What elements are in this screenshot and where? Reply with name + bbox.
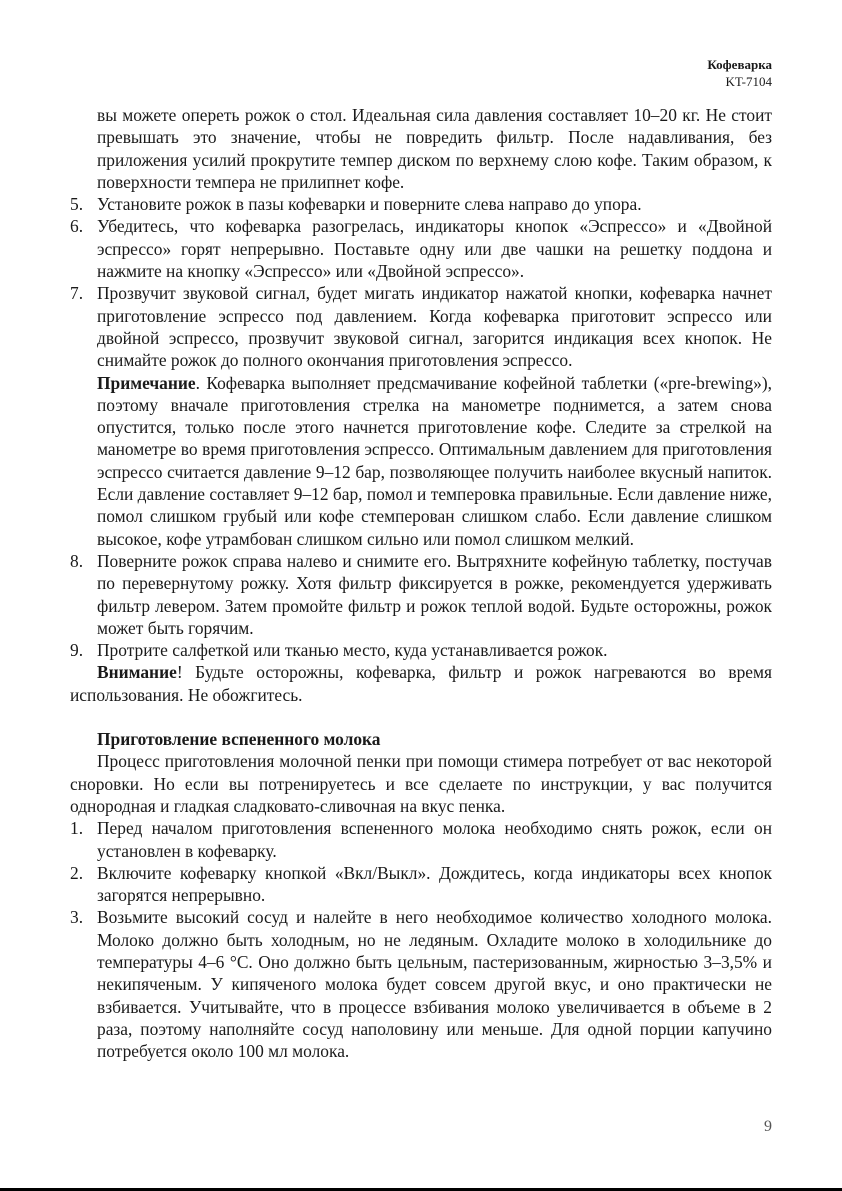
- continuation-paragraph: вы можете опереть рожок о стол. Идеальная сила давления составляет 10–20 кг. Не стоит превышать это значение, чтобы не повредить фильтр. После надавливания, без приложения усилий прокрутите темпер диском по верхнему слою кофе. Таким образом, к поверхности темпера не прилипнет кофе.: [97, 105, 772, 192]
- list-item-number: 9.: [70, 640, 84, 661]
- note-text: . Кофеварка выполняет предсмачивание кофейной таблетки («pre-brewing»), поэтому вначале приготовления стрелка на манометре поднимется, а затем снова опустится, только после этого начнется приготовление кофе. Следите за стрелкой на манометре во время приготовления эспрессо. Оптимальным давлением для приготовления эспрессо считается давление 9–12 бар, позволяющее получить наиболее вкусный напиток. Если давление составляет 9–12 бар, помол и темперовка правильные. Если давление ниже, помол слишком грубый или кофе стемперован слишком слабо. Если давление слишком высокое, кофе утрамбован слишком сильно или помол слишком мелкий.: [97, 372, 772, 549]
- list-item: [70, 282, 772, 371]
- header-brand: Кофеварка: [707, 57, 772, 72]
- list-item-text: Убедитесь, что кофеварка разогрелась, индикаторы кнопок «Эспрессо» и «Двойной эспрессо» горят непрерывно. Поставьте одну или две чашки на решетку поддона и нажмите на кнопку «Эспрессо» или «Двойной эспрессо».: [97, 216, 772, 282]
- attention-text: ! Будьте осторожны, кофеварка, фильтр и рожок нагреваются во время использования. Не обожгитесь.: [70, 662, 772, 705]
- list-item-number: 2.: [70, 862, 84, 883]
- header-model: KT-7104: [725, 74, 772, 89]
- list-item: [70, 906, 772, 1062]
- list-item-number: 5.: [70, 194, 84, 215]
- list-item-text: Возьмите высокий сосуд и налейте в него необходимое количество холодного молока. Молоко должно быть холодным, но не ледяным. Охладите молоко в холодильнике до температуры 4–6 °С. Оно должно быть цельным, пастеризованным, жирностью 3–3,5% и некипяченым. У кипяченого молока будет совсем другой вкус, и оно практически не взбивается. Учитывайте, что в процессе взбивания молоко увеличивается в объеме в 2 раза, поэтому наполняйте сосуд наполовину или меньше. Для одной порции капучино потребуется около 100 мл молока.: [97, 907, 772, 1062]
- list-item-text: Перед началом приготовления вспененного молока необходимо снять рожок, если он установлен в кофеварку.: [97, 818, 772, 861]
- list-item-text: Установите рожок в пазы кофеварки и поверните слева направо до упора.: [97, 194, 642, 215]
- section-title: Приготовление вспененного молока: [97, 729, 381, 750]
- attention-label: Внимание: [97, 662, 177, 683]
- list-item-text: Прозвучит звуковой сигнал, будет мигать индикатор нажатой кнопки, кофеварка начнет приготовление эспрессо под давлением. Когда кофеварка приготовит эспрессо или двойной эспрессо, прозвучит звуковой сигнал, загорится индикация всех кнопок. Не снимайте рожок до полного окончания приготовления эспрессо.: [97, 283, 772, 371]
- list-item-number: 1.: [70, 818, 84, 839]
- list-item-number: 3.: [70, 907, 84, 928]
- note-paragraph: [70, 372, 772, 550]
- attention-paragraph: [70, 661, 772, 706]
- list-item: [70, 817, 772, 862]
- page-content: [70, 104, 772, 1062]
- list-item-text: Включите кофеварку кнопкой «Вкл/Выкл». Дождитесь, когда индикаторы всех кнопок загорятся непрерывно.: [97, 862, 772, 906]
- list-item-number: 7.: [70, 283, 84, 304]
- list-item: [70, 215, 772, 282]
- list-item-text: Поверните рожок справа налево и снимите его. Вытряхните кофейную таблетку, постучав по перевернутому рожку. Хотя фильтр фиксируется в рожке, рекомендуется удерживать фильтр левером. Затем промойте фильтр и рожок теплой водой. Будьте осторожны, рожок может быть горячим.: [97, 550, 772, 638]
- section-intro: Процесс приготовления молочной пенки при помощи стимера потребует от вас некоторой сноровки. Но если вы потренируетесь и все сделаете по инструкции, у вас получится однородная и гладкая сладковато-сливочная на вкус пенка.: [70, 751, 772, 816]
- page-header: [707, 56, 772, 90]
- note-label: Примечание: [97, 372, 196, 393]
- list-item: [70, 193, 772, 215]
- list-item: [70, 639, 772, 661]
- list-item-number: 6.: [70, 216, 84, 237]
- list-item-text: Протрите салфеткой или тканью место, куда устанавливается рожок.: [97, 640, 608, 661]
- list-item: [70, 862, 772, 907]
- list-item-number: 8.: [70, 550, 84, 571]
- list-item: [70, 550, 772, 639]
- page-number: 9: [764, 1118, 772, 1135]
